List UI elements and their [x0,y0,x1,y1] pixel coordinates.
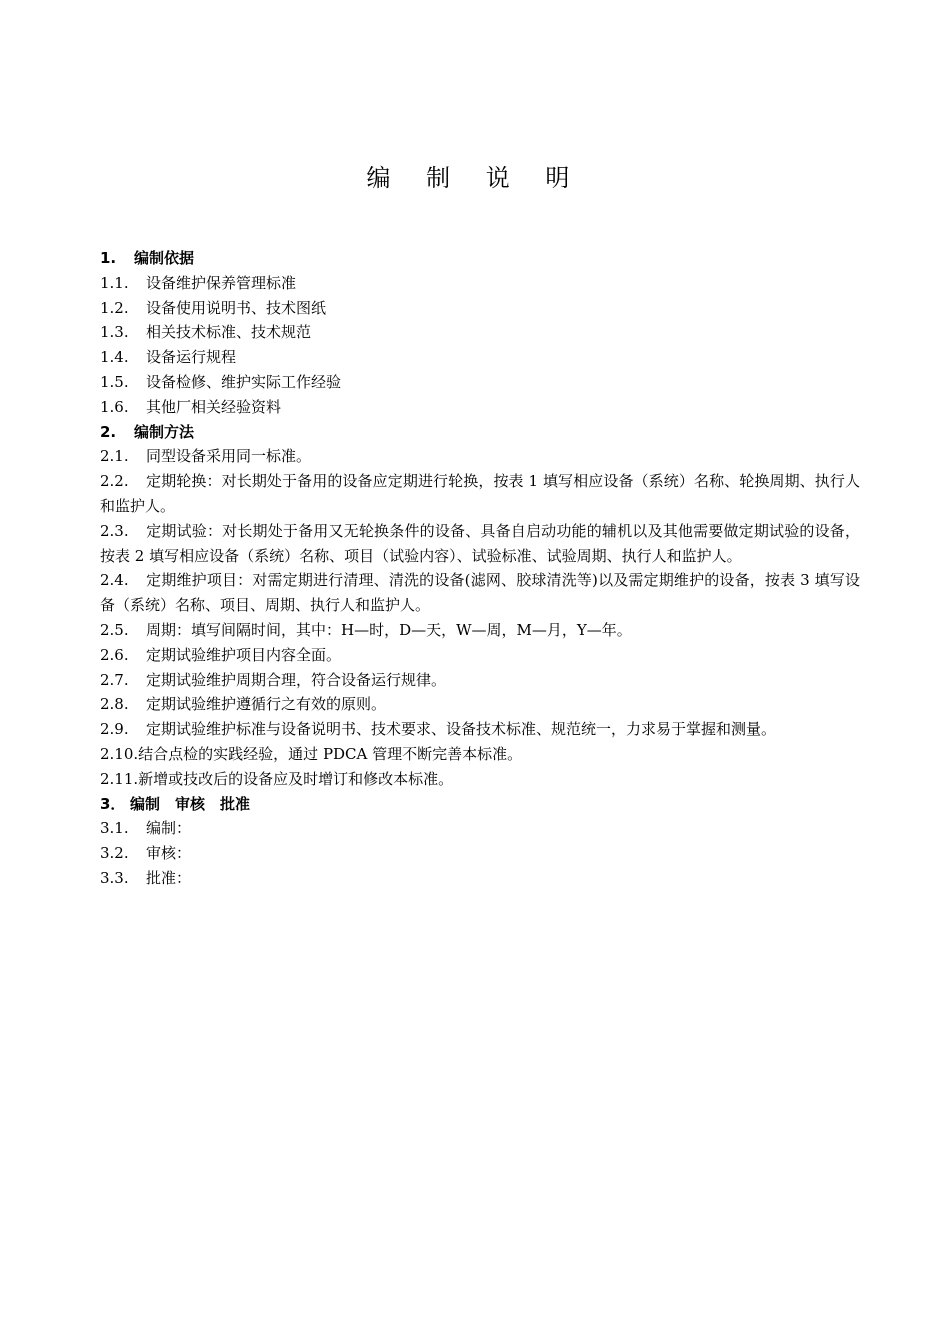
item-number: 2.4. [100,571,129,590]
list-item [100,618,860,643]
section-number: 1. [100,249,117,267]
section-title: 编制 审核 批准 [130,794,251,813]
list-item [100,717,860,742]
list-item [100,370,860,395]
page-title: 编 制 说 明 [366,164,584,192]
item-number: 3.3. [100,868,129,887]
item-number: 3.2. [100,844,129,863]
item-number: 2.10. [100,744,139,763]
list-item [100,519,860,569]
section-number: 3． [100,794,126,813]
item-text: 定期试验维护项目内容全面。 [146,645,342,664]
item-number: 3.1. [100,819,129,838]
item-number: 2.9. [100,720,129,739]
section-heading-2 [100,420,860,445]
list-item [100,345,860,370]
item-text: 新增或技改后的设备应及时增订和修改本标准。 [138,769,454,788]
item-text: 设备检修、维护实际工作经验 [146,372,342,391]
item-number: 2.11. [100,769,139,788]
item-text: 同型设备采用同一标准。 [146,447,312,466]
item-number: 1.5. [100,372,129,391]
item-text: 定期试验维护周期合理，符合设备运行规律。 [146,670,447,689]
item-number: 1.4. [100,348,129,367]
list-item [100,568,860,618]
item-text: 其他厂相关经验资料 [146,397,282,416]
document-body [100,246,860,891]
item-text: 审核： [146,844,192,863]
section-heading-1 [100,246,860,271]
item-text: 设备使用说明书、技术图纸 [146,298,327,317]
list-item [100,841,860,866]
item-number: 2.3. [100,521,129,540]
list-item [100,866,860,891]
item-text: 定期轮换：对长期处于备用的设备应定期进行轮换，按表 1 填写相应设备（系统）名称、轮换周期、执行人和监护人。 [100,472,860,515]
item-text: 周期：填写间隔时间，其中：H—时，D—天，W—周，M—月，Y—年。 [146,620,632,639]
list-item [100,271,860,296]
item-number: 1.1. [100,273,129,292]
item-number: 2.2. [100,472,129,491]
item-number: 2.7. [100,670,129,689]
item-text: 设备运行规程 [146,348,237,367]
section-heading-3 [100,792,860,817]
list-item [100,395,860,420]
item-number: 2.1. [100,447,129,466]
item-text: 批准： [146,868,192,887]
item-number: 1.2. [100,298,129,317]
item-text: 定期试验维护标准与设备说明书、技术要求、设备技术标准、规范统一，力求易于掌握和测量。 [146,720,777,739]
list-item [100,296,860,321]
list-item [100,668,860,693]
item-number: 1.3. [100,323,129,342]
item-text: 定期维护项目：对需定期进行清理、清洗的设备(滤网、胶球清洗等)以及需定期维护的设备，按表 3 填写设备（系统）名称、项目、周期、执行人和监护人。 [100,571,860,615]
item-number: 2.8. [100,695,129,714]
section-title: 编制依据 [134,249,195,267]
list-item [100,469,860,519]
list-item [100,444,860,469]
list-item [100,692,860,717]
list-item [100,320,860,345]
item-number: 2.6. [100,645,129,664]
item-text: 编制： [146,819,192,838]
list-item [100,816,860,841]
item-text: 结合点检的实践经验，通过 PDCA 管理不断完善本标准。 [138,744,523,763]
item-text: 相关技术标准、技术规范 [146,323,312,342]
item-text: 定期试验维护遵循行之有效的原则。 [146,695,387,714]
section-number: 2. [100,422,117,441]
list-item [100,767,860,792]
list-item [100,643,860,668]
item-text: 定期试验：对长期处于备用又无轮换条件的设备、具备自启动功能的辅机以及其他需要做定期试验的设备，按表 2 填写相应设备（系统）名称、项目（试验内容）、试验标准、试验周期、执行人和监护人。 [100,521,860,565]
list-item [100,742,860,767]
item-text: 设备维护保养管理标准 [146,273,297,292]
item-number: 1.6. [100,397,129,416]
section-title: 编制方法 [134,422,195,441]
item-number: 2.5. [100,620,129,639]
